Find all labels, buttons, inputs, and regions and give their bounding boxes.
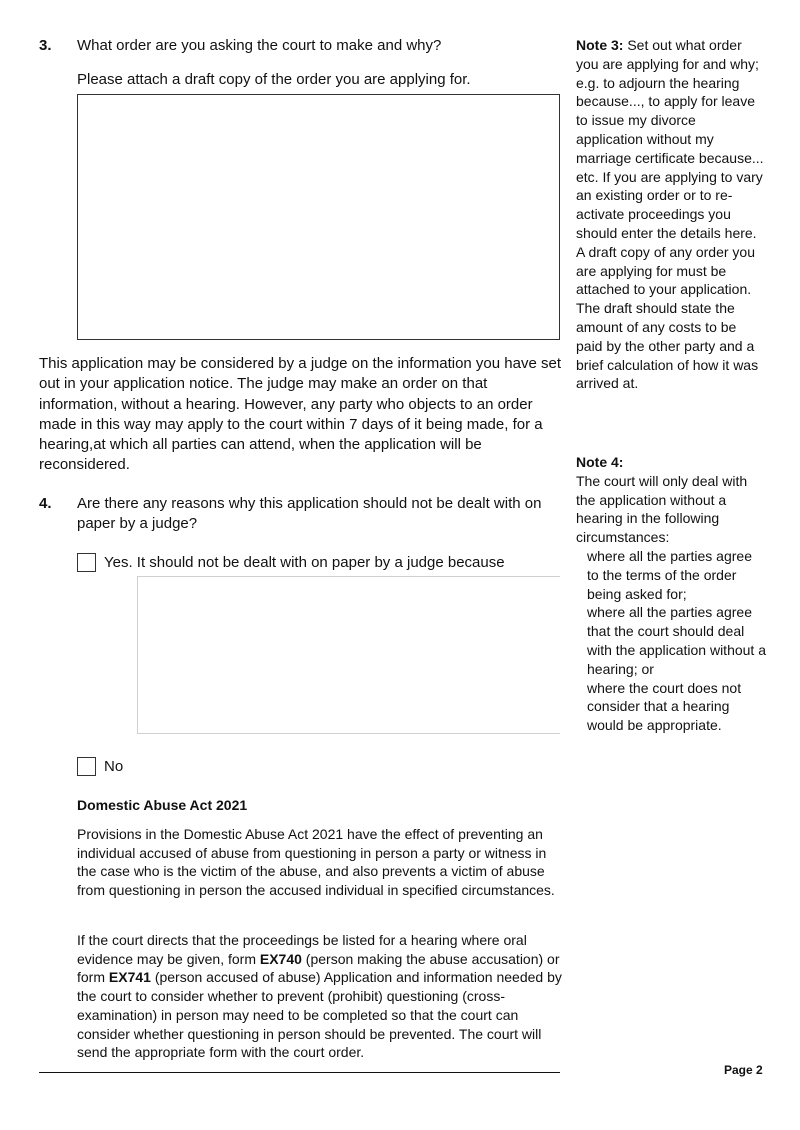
yes-reason-answer-box[interactable] (137, 576, 560, 734)
question-3-number: 3. (39, 37, 52, 54)
form-ex740-reference: EX740 (259, 950, 302, 967)
paragraph-2-text-a: If the court directs that the proceedings be listed for a hearing where oral evidence may be given, form (77, 932, 527, 967)
note-4-list (576, 547, 766, 735)
question-4-text: Are there any reasons why this application should not be dealt with on paper by a judge? (77, 495, 542, 532)
note-4 (576, 453, 766, 735)
question-3-text: What order are you asking the court to make and why? (77, 37, 442, 54)
question-4-number: 4. (39, 495, 52, 512)
domestic-abuse-heading: Domestic Abuse Act 2021 (77, 797, 248, 813)
paragraph-2-text-c: (person accused of abuse) Application and information needed by the court to consider whether to prevent (prohibit) questioning (cross-examination) in person may need to be completed so that the court can consider whether questioning in person should be prevented. The court will send the appropriate form with the court order. (77, 969, 562, 1061)
note-3 (576, 36, 766, 393)
paragraph-2-text-b: (person making the abuse accusation) or form (77, 950, 560, 986)
judge-consideration-paragraph: This application may be considered by a judge on the information you have set out in your application notice. The judge may make an order on that information, without a hearing. However, any party who objects to an order made in this way may apply to the court within 7 days of it being made, for a hearing,at which all parties can attend, when the application will be reconsidered. (39, 355, 561, 474)
note-4-item: where all the parties agree to the terms of the order being asked for; (587, 547, 752, 602)
question-3-attach-instruction: Please attach a draft copy of the order you are applying for. (77, 71, 471, 88)
question-3-answer-box[interactable] (77, 94, 560, 340)
note-4-item: where the court does not consider that a hearing would be appropriate. (587, 679, 742, 734)
page-number: Page 2 (724, 1063, 763, 1077)
form-ex741-reference: EX741 (108, 969, 151, 986)
note-4-title: Note 4: (576, 454, 624, 470)
no-label: No (104, 758, 124, 775)
no-checkbox[interactable] (77, 757, 96, 776)
note-3-title: Note 3: (576, 37, 624, 53)
yes-checkbox[interactable] (77, 553, 96, 572)
domestic-abuse-paragraph-1: Provisions in the Domestic Abuse Act 2021 have the effect of preventing an individual accused of abuse from questioning in person a party or witness in the case who is the victim of the abuse, and also prevents a victim of abuse from questioning in person the accused individual in specified circumstances. (77, 826, 555, 899)
domestic-abuse-paragraph-2 (77, 931, 563, 1062)
bottom-divider (39, 1072, 560, 1073)
note-4-item: where all the parties agree that the court should deal with the application without a hearing; or (587, 604, 766, 677)
note-4-intro: The court will only deal with the application without a hearing in the following circumstances: (576, 472, 748, 546)
yes-label: Yes. It should not be dealt with on paper by a judge because (104, 554, 505, 571)
note-3-text: Set out what order you are applying for and why; e.g. to adjourn the hearing because..., to apply for leave to issue my divorce application without my marriage certificate because... etc. If you are applying to vary an existing order or to re-activate proceedings you should enter the details here. A draft copy of any order you are applying for must be attached to your application. The draft should state the amount of any costs to be paid by the other party and a brief calculation of how it was arrived at. (576, 37, 764, 392)
